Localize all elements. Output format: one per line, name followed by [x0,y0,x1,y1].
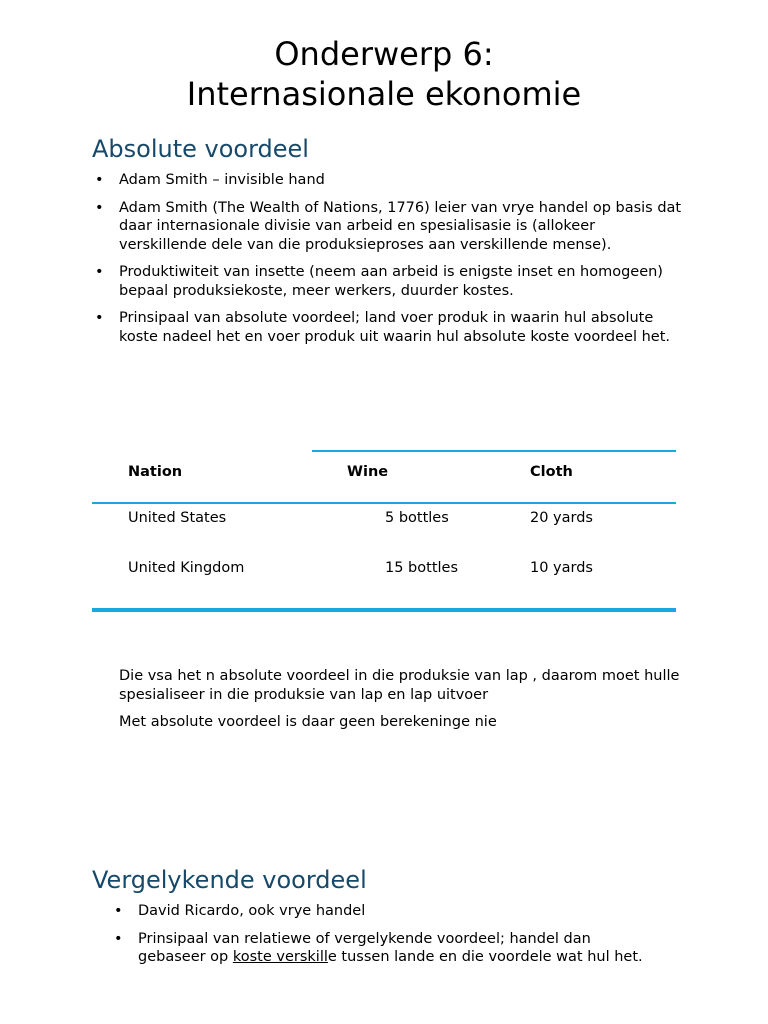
table-rule-bottom [92,608,676,612]
header-nation: Nation [128,464,183,480]
paragraph-note: Met absolute voordeel is daar geen berekeninge nie [119,714,497,730]
table-cell-wine: 5 bottles [385,510,449,526]
header-cloth: Cloth [530,464,573,480]
bullet-text-after: e tussen lande en die voordele wat hul het. [327,949,643,965]
table-cell-cloth: 20 yards [530,510,593,526]
production-table [92,450,676,612]
paragraph-conclusion: Die vsa het n absolute voordeel in die produksie van lap , daarom moet hulle spesialiseer in die produksie van lap en lap uitvoer [119,668,680,703]
list-item: • Prinsipaal van absolute voordeel; land voer produk in waarin hul absolute koste nadeel het en voer produk uit waarin hul absolute koste voordeel het. [92,309,682,346]
list-item: • Produktiwiteit van insette (neem aan arbeid is enigste inset en homogeen) bepaal produksiekoste, meer werkers, duurder kostes. [92,263,682,300]
list-item: • Adam Smith – invisible hand [92,171,682,190]
section-heading-absolute: Absolute voordeel [92,135,309,163]
underlined-term: koste verskill [232,949,328,965]
table-cell-nation: United States [128,510,227,526]
title-line-1: Onderwerp 6: [274,35,494,73]
table-rule-top [312,450,676,452]
comparative-bullet-list [111,902,651,976]
absolute-bullet-list [92,171,682,355]
table-cell-wine: 15 bottles [385,560,459,576]
table-cell-cloth: 10 yards [530,560,593,576]
bullet-text-before: Prinsipaal van relatiewe of vergelykende voordeel; handel dan gebaseer op [138,930,591,965]
page-title [0,34,768,114]
list-item [111,930,651,967]
list-item: • Adam Smith (The Wealth of Nations, 1776) leier van vrye handel op basis dat daar internasionale divisie van arbeid en spesialisasie is (allokeer verskillende dele van die produksieproses aan verskillende mense). [92,199,682,255]
table-cell-nation: United Kingdom [128,560,245,576]
section-heading-comparative: Vergelykende voordeel [92,866,367,894]
list-item: • David Ricardo, ook vrye handel [111,902,651,921]
header-wine: Wine [347,464,389,480]
table-rule-middle [92,502,676,504]
title-line-2: Internasionale ekonomie [186,75,582,113]
